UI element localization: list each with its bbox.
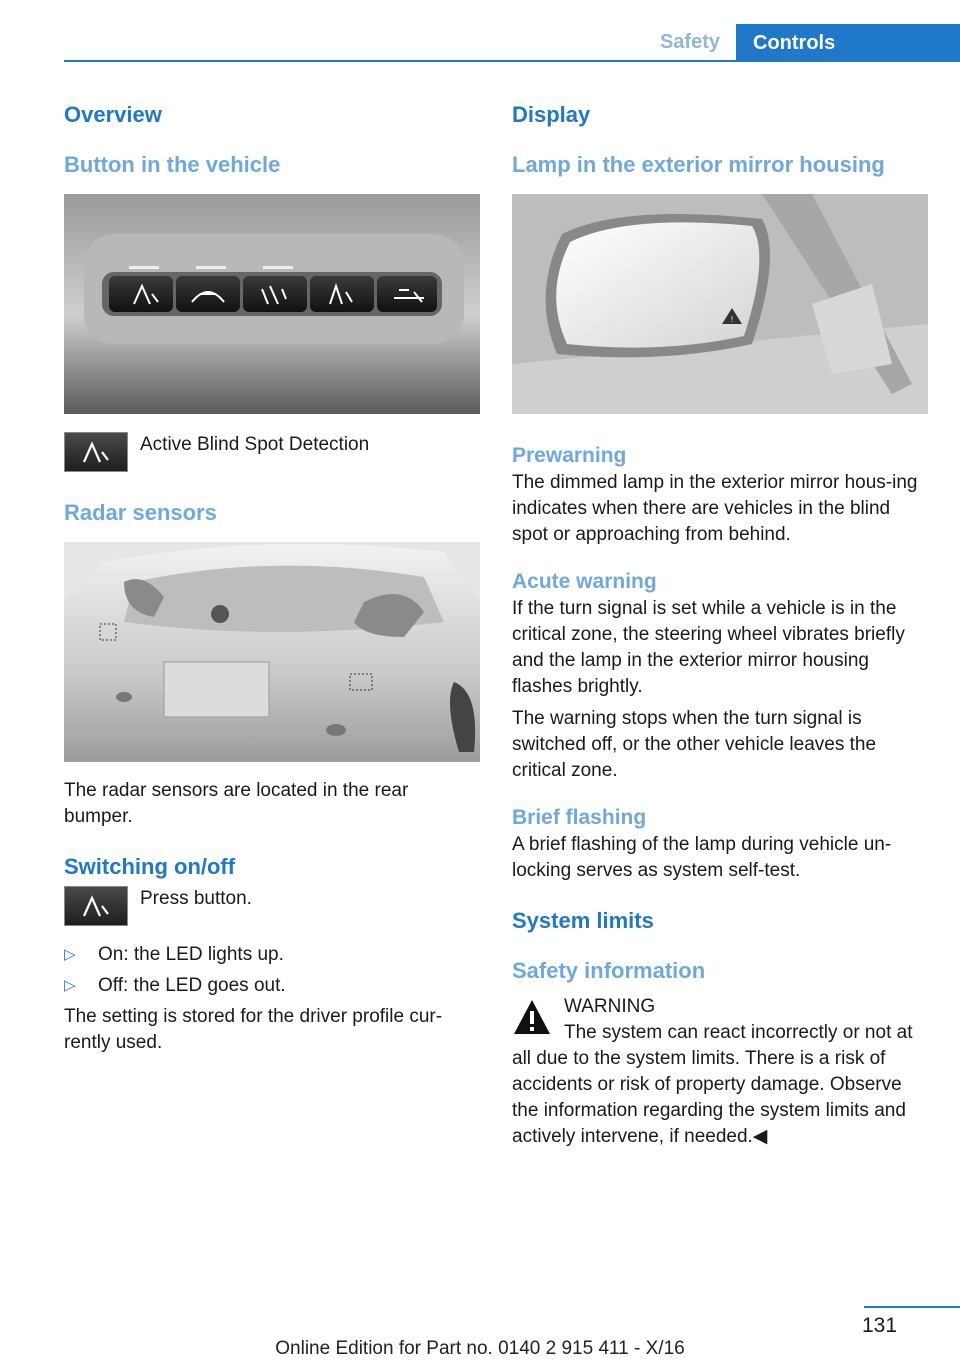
button-caption: Active Blind Spot Detection bbox=[140, 434, 370, 455]
list-item: ▷ On: the LED lights up. bbox=[64, 942, 480, 968]
page-number: 131 bbox=[862, 1314, 898, 1337]
right-column bbox=[512, 100, 928, 1150]
footer-edition: Online Edition for Part no. 0140 2 915 411 - X/16 bbox=[275, 1338, 685, 1359]
switch-list bbox=[64, 942, 480, 999]
stops-text: The warning stops when the turn signal is switched off, or the other vehicle leaves the critical zone. bbox=[512, 708, 877, 781]
display-title: Display bbox=[512, 102, 591, 127]
lamp-heading: Lamp in the exterior mirror housing bbox=[512, 152, 885, 177]
left-column bbox=[64, 100, 480, 1056]
prewarning-text: The dimmed lamp in the exterior mirror hous-ing indicates when there are vehicles in the blind spot or approaching from behind. bbox=[512, 472, 918, 545]
warning-label: WARNING bbox=[564, 996, 656, 1017]
blind-spot-button-icon-2 bbox=[64, 886, 128, 926]
svg-text:!: ! bbox=[730, 315, 734, 324]
button-panel-photo bbox=[64, 194, 480, 414]
blind-spot-button-icon bbox=[64, 432, 128, 472]
switch-text: Press button. bbox=[140, 888, 252, 909]
acute-heading: Acute warning bbox=[512, 570, 657, 593]
limits-title: System limits bbox=[512, 908, 654, 933]
setting-text: The setting is stored for the driver profile cur-rently used. bbox=[64, 1006, 443, 1053]
blind-spot-icon bbox=[76, 892, 116, 920]
warning-block bbox=[512, 994, 928, 1150]
switch-heading: Switching on/off bbox=[64, 854, 236, 879]
bullet-triangle-icon: ▷ bbox=[64, 946, 76, 963]
mirror-lamp-photo bbox=[512, 194, 928, 414]
radar-text: The radar sensors are located in the rear bumper. bbox=[64, 780, 409, 827]
radar-heading: Radar sensors bbox=[64, 500, 217, 525]
blind-spot-icon bbox=[76, 438, 116, 466]
list-item: ▷ Off: the LED goes out. bbox=[64, 973, 480, 999]
header-tab-safety[interactable]: Safety bbox=[659, 30, 720, 53]
bullet-triangle-icon: ▷ bbox=[64, 977, 76, 994]
header-tab-controls[interactable]: Controls bbox=[736, 24, 960, 62]
footer-rule bbox=[864, 1306, 960, 1308]
prewarning-heading: Prewarning bbox=[512, 444, 627, 467]
overview-title: Overview bbox=[64, 102, 162, 127]
acute-text: If the turn signal is set while a vehicle is in the critical zone, the steering wheel vibrates briefly and the lamp in the exterior mirror housing flashes brightly. bbox=[512, 598, 905, 697]
brief-heading: Brief flashing bbox=[512, 806, 647, 829]
brief-text: A brief flashing of the lamp during vehicle un-locking serves as system self-test. bbox=[512, 834, 892, 881]
radar-sensors-photo bbox=[64, 542, 480, 762]
header-rule bbox=[64, 60, 960, 62]
warning-triangle-icon bbox=[512, 998, 552, 1036]
button-heading: Button in the vehicle bbox=[64, 152, 281, 177]
warning-text: The system can react incorrectly or not at all due to the system limits. There is a risk of accidents or risk of property damage. Observe the information regarding the system limits and actively intervene, if needed.◀ bbox=[512, 1022, 913, 1147]
safety-heading: Safety information bbox=[512, 958, 706, 983]
